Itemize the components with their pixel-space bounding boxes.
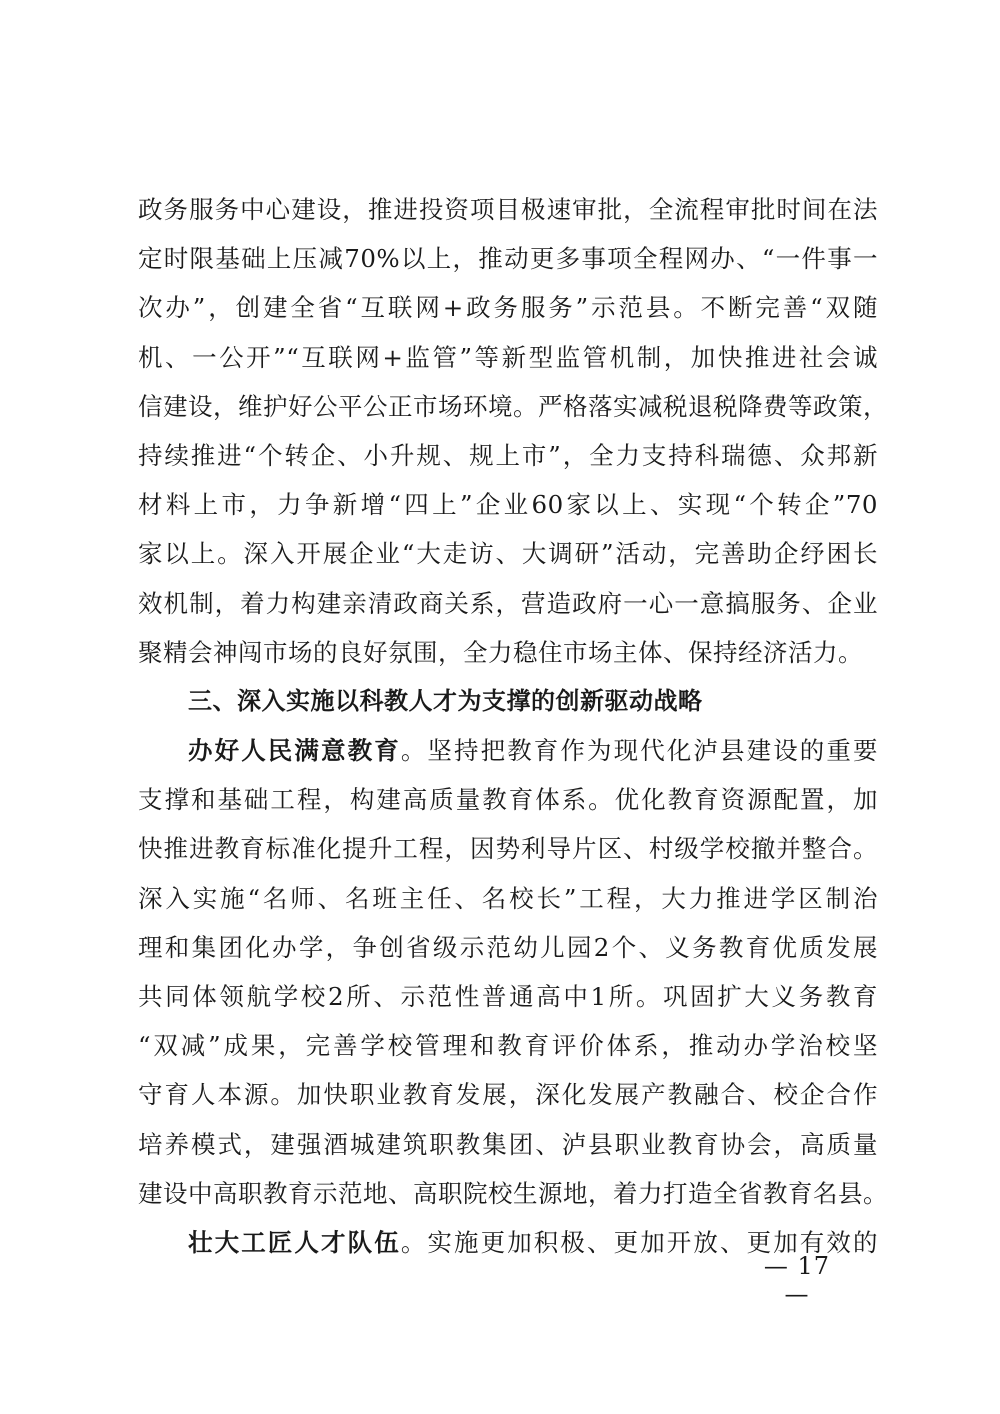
section-heading: 三、深入实施以科教人才为支撑的创新驱动战略 (188, 686, 703, 715)
paragraph-lead: 壮大工匠人才队伍 (188, 1227, 401, 1257)
body-line: 快推进教育标准化提升工程，因势利导片区、村级学校撤并整合。 (138, 834, 878, 864)
body-line: 政务服务中心建设，推进投资项目极速审批，全流程审批时间在法 (138, 195, 878, 224)
page-number: — 17 — (763, 1252, 831, 1308)
body-line: 理和集团化办学，争创省级示范幼儿园2个、义务教育优质发展 (138, 932, 878, 962)
body-line: 培养模式，建强酒城建筑职教集团、泸县职业教育协会，高质量 (138, 1129, 878, 1159)
body-line: 家以上。深入开展企业“大走访、大调研”活动，完善助企纾困长 (138, 539, 878, 569)
body-line: 效机制，着力构建亲清政商关系，营造政府一心一意搞服务、企业 (138, 588, 878, 618)
body-line: 支撑和基础工程，构建高质量教育体系。优化教育资源配置，加 (138, 785, 878, 815)
body-line: 定时限基础上压减70%以上，推动更多事项全程网办、“一件事一 (138, 244, 878, 274)
body-line: 深入实施“名师、名班主任、名校长”工程，大力推进学区制治 (138, 883, 878, 913)
body-line: 建设中高职教育示范地、高职院校生源地，着力打造全省教育名县。 (138, 1178, 888, 1208)
paragraph-first-line (138, 726, 878, 775)
body-line: 共同体领航学校2所、示范性普通高中1所。巩固扩大义务教育 (138, 982, 878, 1011)
body-line: 守育人本源。加快职业教育发展，深化发展产教融合、校企合作 (138, 1080, 878, 1110)
body-text (138, 185, 888, 1267)
body-line: 机、一公开”“互联网+监管”等新型监管机制，加快推进社会诚 (138, 342, 878, 372)
body-line: 持续推进“个转企、小升规、规上市”，全力支持科瑞德、众邦新 (138, 440, 878, 470)
body-line: 次办”，创建全省“互联网+政务服务”示范县。不断完善“双随 (138, 293, 878, 323)
body-line: 聚精会神闯市场的良好氛围，全力稳住市场主体、保持经济活力。 (138, 637, 863, 667)
paragraph-first-line-text: 。实施更加积极、更加开放、更加有效的 (400, 1227, 879, 1257)
body-line: 信建设，维护好公平公正市场环境。严格落实减税退税降费等政策， (138, 391, 888, 421)
body-line: 材料上市，力争新增“四上”企业60家以上、实现“个转企”70 (138, 490, 878, 520)
body-line: “双减”成果，完善学校管理和教育评价体系，推动办学治校坚 (138, 1031, 878, 1061)
paragraph-lead: 办好人民满意教育 (188, 736, 401, 766)
paragraph-first-line-text: 。坚持把教育作为现代化泸县建设的重要 (400, 736, 879, 766)
